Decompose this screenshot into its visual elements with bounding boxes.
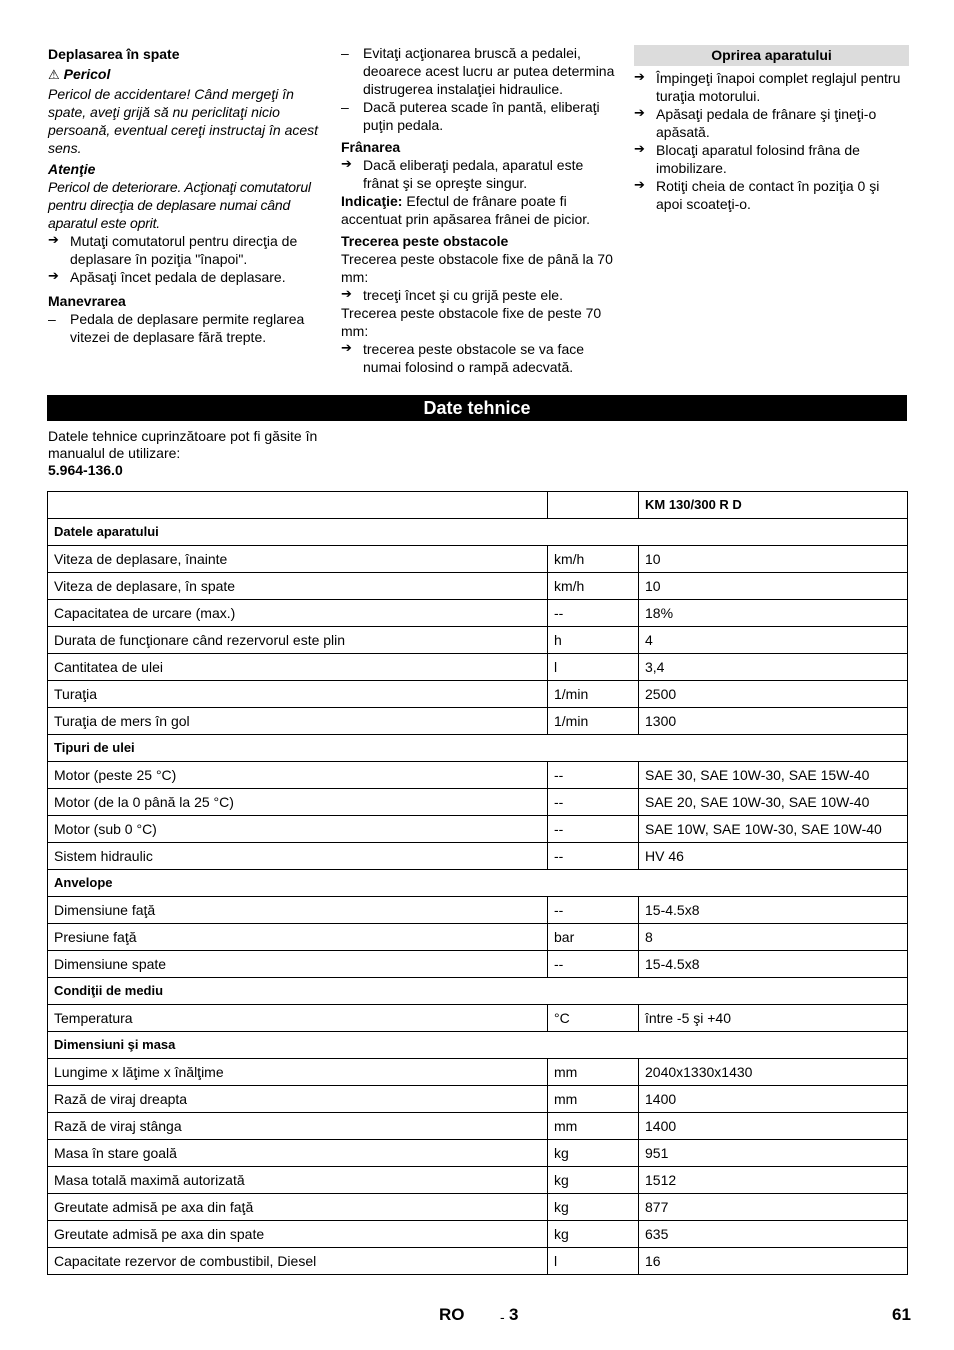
cell-label: Rază de viraj dreapta — [48, 1086, 548, 1113]
braking-heading: Frânarea — [341, 139, 401, 155]
cell-label: Dimensiune faţă — [48, 897, 548, 924]
cell-label: Cantitatea de ulei — [48, 654, 548, 681]
pedal-warning-2: – Dacă puterea scade în pantă, eliberaţi puţin pedala. — [341, 98, 615, 134]
group-label: Dimensiuni şi masa — [48, 1032, 908, 1059]
header-blank-unit — [548, 492, 639, 519]
table-row — [48, 1248, 908, 1275]
cell-unit: -- — [548, 600, 639, 627]
caution-heading: Atenţie — [48, 161, 96, 177]
table-row — [48, 843, 908, 870]
cell-label: Dimensiune spate — [48, 951, 548, 978]
table-row — [48, 600, 908, 627]
cell-label: Masa în stare goală — [48, 1140, 548, 1167]
cell-unit: mm — [548, 1113, 639, 1140]
cell-label: Turaţia — [48, 681, 548, 708]
column-braking — [341, 44, 615, 376]
cell-value: SAE 30, SAE 10W-30, SAE 15W-40 — [639, 762, 908, 789]
header-blank-label — [48, 492, 548, 519]
stop-heading: Oprirea aparatului — [634, 45, 909, 66]
table-row — [48, 708, 908, 735]
tech-data-table — [47, 491, 908, 1275]
obstacles-heading: Trecerea peste obstacole — [341, 233, 509, 249]
cell-value: 15-4.5x8 — [639, 897, 908, 924]
cell-unit: -- — [548, 816, 639, 843]
cell-value: 2040x1330x1430 — [639, 1059, 908, 1086]
table-group-row — [48, 519, 908, 546]
cell-value: între -5 şi +40 — [639, 1005, 908, 1032]
table-row — [48, 573, 908, 600]
table-row — [48, 897, 908, 924]
cell-value: HV 46 — [639, 843, 908, 870]
reverse-step-2: ➔ Apăsaţi încet pedala de deplasare. — [48, 268, 320, 286]
cell-label: Durata de funcţionare când rezervorul este plin — [48, 627, 548, 654]
table-row — [48, 627, 908, 654]
footer-section-page: 3 — [509, 1305, 519, 1324]
cell-label: Greutate admisă pe axa din faţă — [48, 1194, 548, 1221]
table-row — [48, 762, 908, 789]
footer-page-number: 61 — [892, 1305, 911, 1324]
table-row — [48, 1140, 908, 1167]
cell-value: 16 — [639, 1248, 908, 1275]
cell-label: Viteza de deplasare, înainte — [48, 546, 548, 573]
column-stop — [634, 44, 909, 213]
cell-value: 15-4.5x8 — [639, 951, 908, 978]
table-row — [48, 654, 908, 681]
cell-unit: mm — [548, 1059, 639, 1086]
cell-label: Greutate admisă pe axa din spate — [48, 1221, 548, 1248]
table-group-row — [48, 978, 908, 1005]
cell-value: 1300 — [639, 708, 908, 735]
cell-label: Rază de viraj stânga — [48, 1113, 548, 1140]
braking-note: Indicaţie: Efectul de frânare poate fi accentuat prin apăsarea frânei de picior. — [341, 193, 591, 227]
reverse-heading: Deplasarea în spate — [48, 46, 180, 62]
column-reverse — [48, 44, 320, 346]
table-row — [48, 1113, 908, 1140]
table-row — [48, 1005, 908, 1032]
group-label: Anvelope — [48, 870, 908, 897]
tech-intro-text: Datele tehnice cuprinzătoare pot fi găsite în manualul de utilizare: — [48, 428, 318, 461]
cell-value: 18% — [639, 600, 908, 627]
table-row — [48, 789, 908, 816]
cell-value: 2500 — [639, 681, 908, 708]
group-label: Condiţii de mediu — [48, 978, 908, 1005]
footer-language: RO — [439, 1305, 465, 1324]
cell-value: 877 — [639, 1194, 908, 1221]
cell-value: SAE 20, SAE 10W-30, SAE 10W-40 — [639, 789, 908, 816]
cell-unit: -- — [548, 897, 639, 924]
table-row — [48, 681, 908, 708]
braking-step: ➔ Dacă eliberaţi pedala, aparatul este frânat şi se opreşte singur. — [341, 156, 615, 192]
obstacles-text-2: Trecerea peste obstacole fixe de peste 70 mm: — [341, 305, 602, 339]
stop-step-3: ➔ Blocaţi aparatul folosind frâna de imobilizare. — [634, 141, 909, 177]
cell-label: Motor (peste 25 °C) — [48, 762, 548, 789]
stop-step-2: ➔ Apăsaţi pedala de frânare şi ţineţi-o apăsată. — [634, 105, 909, 141]
cell-unit: kg — [548, 1140, 639, 1167]
cell-value: 1512 — [639, 1167, 908, 1194]
cell-unit: kg — [548, 1194, 639, 1221]
cell-value: 3,4 — [639, 654, 908, 681]
obstacles-step-1: ➔ treceţi încet şi cu grijă peste ele. — [341, 286, 615, 304]
cell-value: 10 — [639, 573, 908, 600]
cell-label: Lungime x lăţime x înălţime — [48, 1059, 548, 1086]
maneuver-item: – Pedala de deplasare permite reglarea vitezei de deplasare fără trepte. — [48, 310, 320, 346]
cell-unit: -- — [548, 789, 639, 816]
cell-label: Masa totală maximă autorizată — [48, 1167, 548, 1194]
stop-step-4: ➔ Rotiţi cheia de contact în poziţia 0 şi apoi scoateţi-o. — [634, 177, 909, 213]
warning-triangle-icon: ⚠ — [48, 68, 60, 83]
table-row — [48, 816, 908, 843]
group-label: Datele aparatului — [48, 519, 908, 546]
cell-value: 10 — [639, 546, 908, 573]
table-group-row — [48, 1032, 908, 1059]
cell-value: 4 — [639, 627, 908, 654]
table-row — [48, 1221, 908, 1248]
table-row — [48, 546, 908, 573]
cell-label: Motor (de la 0 până la 25 °C) — [48, 789, 548, 816]
obstacles-step-2: ➔ trecerea peste obstacole se va face numai folosind o rampă adecvată. — [341, 340, 615, 376]
danger-text: Pericol de accidentare! Când mergeţi în spate, aveţi grijă să nu periclitaţi nicio persoană, eventual cereţi instructaj în acest sens. — [48, 86, 319, 156]
cell-label: Temperatura — [48, 1005, 548, 1032]
cell-unit: 1/min — [548, 681, 639, 708]
pedal-warning-1: – Evitaţi acţionarea bruscă a pedalei, deoarece acest lucru ar putea determina distrugerea instalaţiei hidraulice. — [341, 44, 615, 98]
cell-value: 635 — [639, 1221, 908, 1248]
cell-unit: mm — [548, 1086, 639, 1113]
table-row — [48, 1194, 908, 1221]
cell-unit: -- — [548, 762, 639, 789]
cell-label: Viteza de deplasare, în spate — [48, 573, 548, 600]
cell-unit: l — [548, 1248, 639, 1275]
tech-data-title: Date tehnice — [47, 395, 907, 421]
table-row — [48, 1086, 908, 1113]
cell-value: 951 — [639, 1140, 908, 1167]
maneuver-heading: Manevrarea — [48, 293, 126, 309]
cell-unit: h — [548, 627, 639, 654]
table-group-row — [48, 735, 908, 762]
cell-label: Turaţia de mers în gol — [48, 708, 548, 735]
cell-unit: -- — [548, 951, 639, 978]
danger-heading: ⚠ Pericol — [48, 66, 111, 83]
tech-code: 5.964-136.0 — [48, 462, 123, 478]
cell-value: 8 — [639, 924, 908, 951]
cell-label: Motor (sub 0 °C) — [48, 816, 548, 843]
cell-unit: 1/min — [548, 708, 639, 735]
cell-unit: bar — [548, 924, 639, 951]
cell-value: SAE 10W, SAE 10W-30, SAE 10W-40 — [639, 816, 908, 843]
cell-label: Capacitate rezervor de combustibil, Diesel — [48, 1248, 548, 1275]
cell-value: 1400 — [639, 1086, 908, 1113]
cell-unit: km/h — [548, 573, 639, 600]
cell-unit: l — [548, 654, 639, 681]
cell-unit: -- — [548, 843, 639, 870]
group-label: Tipuri de ulei — [48, 735, 908, 762]
cell-label: Sistem hidraulic — [48, 843, 548, 870]
table-header-row — [48, 492, 908, 519]
table-row — [48, 924, 908, 951]
table-group-row — [48, 870, 908, 897]
footer-separator: - — [500, 1309, 505, 1325]
cell-label: Presiune faţă — [48, 924, 548, 951]
reverse-step-1: ➔ Mutaţi comutatorul pentru direcţia de deplasare în poziţia "înapoi". — [48, 232, 320, 268]
table-row — [48, 1059, 908, 1086]
caution-text: Pericol de deteriorare. Acţionaţi comutatorul pentru direcţia de deplasare numai când aparatul este oprit. — [48, 179, 311, 231]
cell-value: 1400 — [639, 1113, 908, 1140]
table-row — [48, 1167, 908, 1194]
tech-intro — [48, 428, 338, 479]
stop-step-1: ➔ Împingeţi înapoi complet reglajul pentru turaţia motorului. — [634, 69, 909, 105]
cell-unit: km/h — [548, 546, 639, 573]
cell-unit: °C — [548, 1005, 639, 1032]
cell-unit: kg — [548, 1221, 639, 1248]
table-row — [48, 951, 908, 978]
model-name: KM 130/300 R D — [639, 492, 908, 519]
obstacles-text-1: Trecerea peste obstacole fixe de până la 70 mm: — [341, 251, 613, 285]
cell-label: Capacitatea de urcare (max.) — [48, 600, 548, 627]
cell-unit: kg — [548, 1167, 639, 1194]
